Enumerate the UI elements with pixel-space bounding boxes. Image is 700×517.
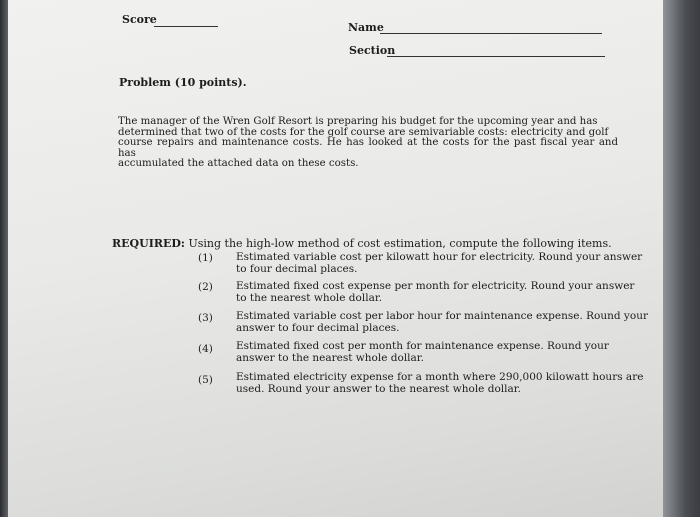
item-number: (2) (198, 281, 213, 293)
item-line: answer to four decimal places. (236, 321, 400, 334)
required-heading (112, 237, 612, 250)
name-label: Name (348, 21, 384, 34)
item-number: (3) (198, 312, 213, 324)
item-line: to the nearest whole dollar. (236, 291, 383, 304)
list-item (236, 341, 609, 364)
item-line: Estimated fixed cost per month for maintenance expense. Round your (236, 340, 609, 352)
paragraph-line: determined that two of the costs for the golf course are semivariable costs: electricity and golf (118, 126, 609, 138)
item-line: Estimated variable cost per kilowatt hour for electricity. Round your answer (236, 251, 643, 263)
item-number: (4) (198, 343, 213, 355)
list-item (236, 252, 642, 275)
item-line: to four decimal places. (236, 262, 358, 275)
item-line: used. Round your answer to the nearest whole dollar. (236, 382, 521, 395)
section-label: Section (349, 44, 396, 57)
paragraph-line: The manager of the Wren Golf Resort is preparing his budget for the upcoming year and has (118, 116, 598, 127)
item-line: Estimated variable cost per labor hour for maintenance expense. Round your (236, 310, 648, 322)
problem-paragraph (118, 117, 618, 170)
list-item (236, 311, 648, 334)
list-item (236, 281, 634, 304)
list-item (236, 372, 643, 395)
item-number: (1) (198, 252, 213, 264)
score-label: Score (122, 13, 157, 26)
score-blank-line (154, 26, 218, 27)
required-label: REQUIRED: (112, 237, 185, 250)
item-number: (5) (198, 374, 213, 386)
name-blank-line (380, 33, 602, 34)
required-text: Using the high-low method of cost estimation, compute the following items. (188, 237, 612, 250)
item-line: Estimated electricity expense for a month where 290,000 kilowatt hours are (236, 371, 644, 383)
problem-title: Problem (10 points). (119, 76, 247, 89)
worksheet-page (8, 0, 663, 517)
item-line: answer to the nearest whole dollar. (236, 351, 425, 364)
paragraph-line: accumulated the attached data on these costs. (118, 158, 359, 169)
section-blank-line (387, 56, 605, 57)
paragraph-line: course repairs and maintenance costs. He has looked at the costs for the past fiscal year and has (118, 137, 618, 159)
item-line: Estimated fixed cost expense per month for electricity. Round your answer (236, 280, 635, 292)
